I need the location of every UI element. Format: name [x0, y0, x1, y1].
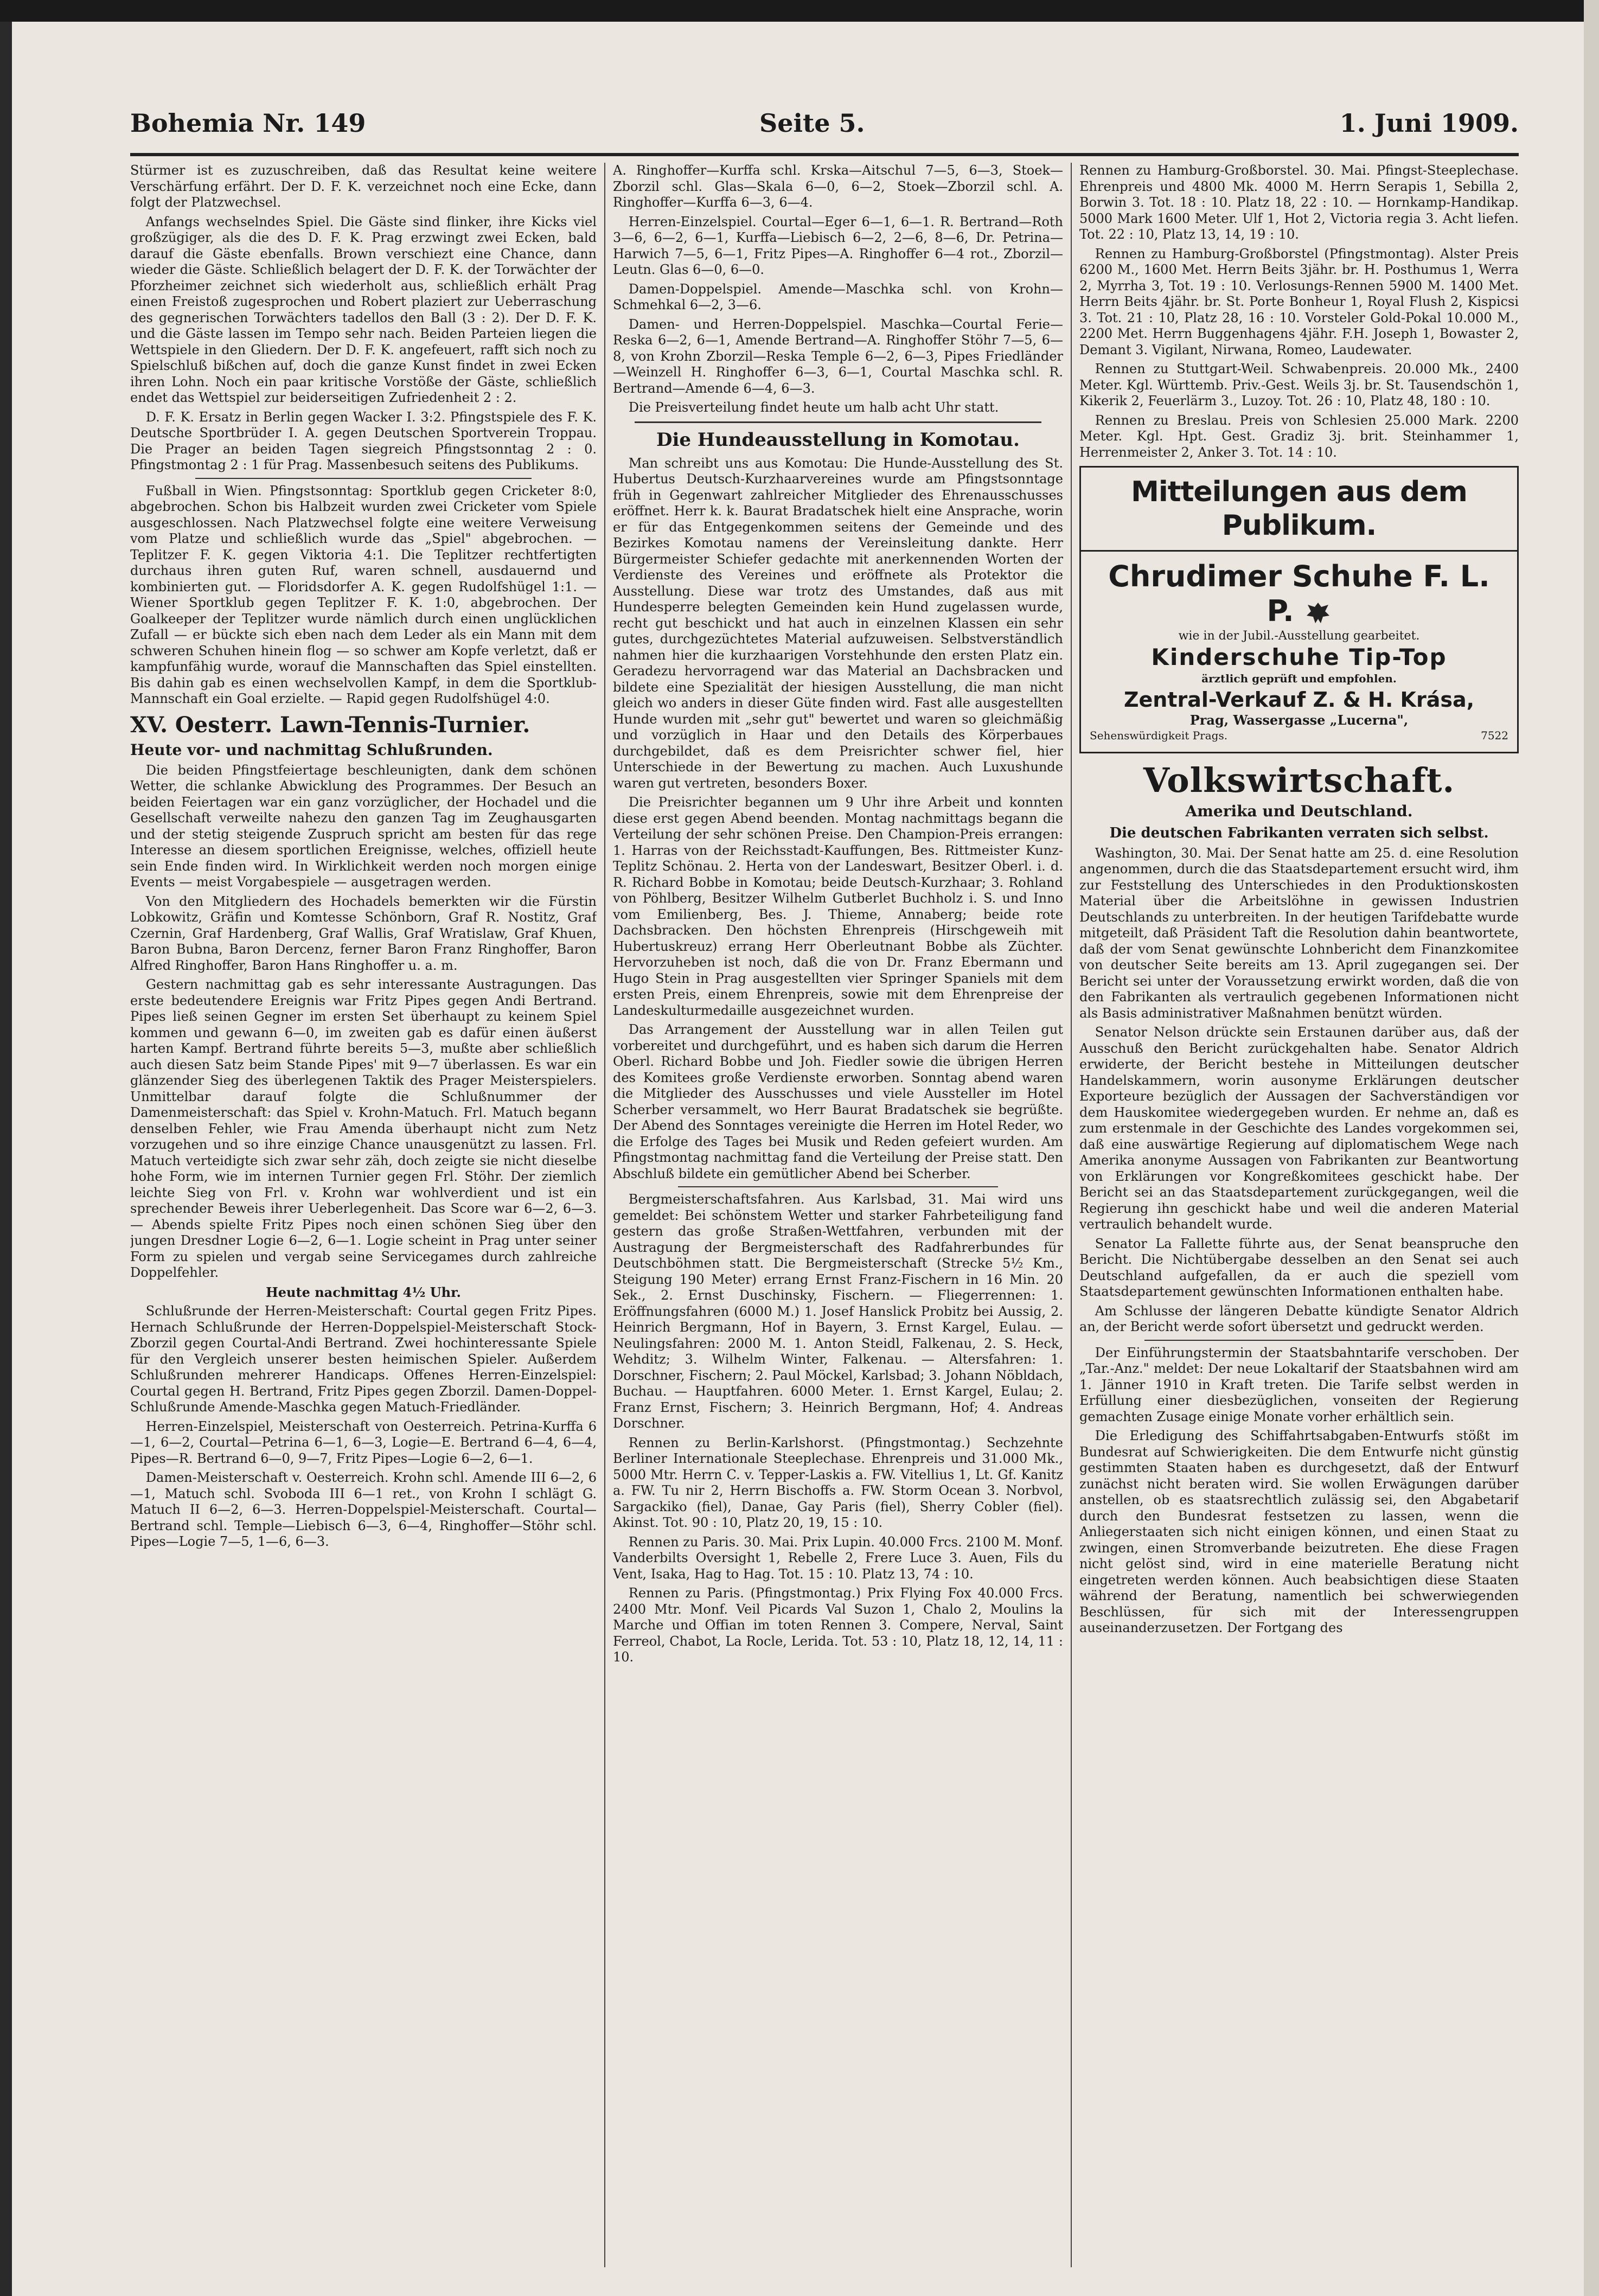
article-paragraph: Herren-Einzelspiel, Meisterschaft von Oesterreich. Petrina-Kurffa 6—1, 6—2, Courtal—Petrina 6—1, 6—3, Logie—E. Bertrand 6—4, 6—4, Pipes—R. Bertrand 6—0, 9—7, Fritz Pipes—Logie 6—2, 6—1. — [130, 1418, 597, 1466]
column-rule-2 — [1071, 163, 1072, 2267]
article-paragraph: Rennen zu Paris. (Pfingstmontag.) Prix Flying Fox 40.000 Frcs. 2400 Mtr. Monf. Veil Picards Val Suzon 1, Chalo 2, Moulins la Marche und Offian im toten Rennen 3. Compere, Nerval, Saint Ferreol, Chabot, La Rocle, Lerida. Tot. 53 : 10, Platz 18, 12, 14, 11 : 10. — [613, 1585, 1063, 1665]
article-paragraph: Fußball in Wien. Pfingstsonntag: Sportklub gegen Cricketer 8:0, abgebrochen. Schon bis Halbzeit wurden zwei Cricketer vom Spiele ausgeschlossen. Nach Platzwechsel folgte eine weitere Verweisung vom Platze und schließlich wurde das „Spiel" abgebrochen. — Teplitzer F. K. gegen Viktoria 4:1. Die Teplitzer rechtfertigten durchaus ihren guten Ruf, waren schnell, ausdauernd und kombinierten gut. — Floridsdorfer A. K. gegen Rudolfshügel 1:1. — Wiener Sportklub gegen Teplitzer F. K. 1:0, abgebrochen. Der Goalkeeper der Teplitzer wurde nämlich durch einen unglücklichen Zufall — er bückte sich eben nach dem Leder als ein Mann mit dem schweren Schuhen hinein flog — so schwer am Kopfe verletzt, daß er kampfunfähig wurde, worauf die Mannschaften das Spiel einstellten. Bis dahin gab es einen wechselvollen Kampf, in dem die Sportklub-Mannschaft ein Goal erzielte. — Rapid gegen Rudolfshügel 4:0. — [130, 483, 597, 706]
ad-endorsement: ärztlich geprüft und empfohlen. — [1201, 672, 1397, 685]
article-paragraph: Das Arrangement der Ausstellung war in allen Teilen gut vorbereitet und durchgeführt, und es haben sich darum die Herren Oberl. Richard Bobbe und Joh. Fiedler sowie die übrigen Herren des Komitees große Verdienste erworben. Sonntag abend waren die Mitglieder des Ausschusses und viele Aussteller im Hotel Scherber versammelt, wo Herr Baurat Bradatschek sie begrüßte. Der Abend des Sonntages vereinigte die Herren im Hotel Reder, wo die Erfolge des Tages bei Musik und Reden gefeiert wurden. Am Pfingstmontag nachmittag fand die Verteilung der Preise statt. Den Abschluß bildete ein gemütlicher Abend bei Scherber. — [613, 1022, 1063, 1181]
subheadline-tennis: Heute vor- und nachmittag Schlußrunden. — [130, 740, 493, 759]
headline-tennis: XV. Oesterr. Lawn-Tennis-Turnier. — [130, 712, 530, 738]
article-paragraph: Von den Mitgliedern des Hochadels bemerkten wir die Fürstin Lobkowitz, Gräfin und Komtesse Schönborn, Graf R. Nostitz, Graf Czernin, Graf Hardenberg, Graf Wallis, Graf Wratislaw, Graf Khuen, Baron Bubna, Baron Dercenz, ferner Baron Franz Ringhoffer, Baron Alfred Ringhoffer, Baron Hans Ringhoffer u. a. m. — [130, 893, 597, 973]
article-paragraph: Gestern nachmittag gab es sehr interessante Austragungen. Das erste bedeutendere Ereignis war Fritz Pipes gegen Andi Bertrand. Pipes ließ seinen Gegner im ersten Set überhaupt zu keinem Spiel kommen und gewann 6—0, im zweiten gab es dafür einen äußerst harten Kampf. Bertrand führte bereits 5—3, mußte aber schließlich auch diesen Satz beim Stande Pipes' mit 9—7 überlassen. Es war ein glänzender Sieg des überlegenen Taktik des Prager Meisterspielers. Unmittelbar darauf folgte die Schlußnummer der Damenmeisterschaft: das Spiel v. Krohn-Matuch. Frl. Matuch begann denselben Fehler, wie Frau Amenda überhaupt nicht zum Netz vorzugehen und so ihre einzige Chance unausgenützt zu lassen. Frl. Matuch verteidigte sich zwar sehr zäh, doch zeigte sie nicht dieselbe hohe Form, wie im internen Turnier gegen Frl. Stöhr. Der ziemlich leichte Sieg von Frl. v. Krohn war wohlverdient und ist ein sprechender Beweis ihrer Ueberlegenheit. Das Score war 6—2, 6—3. — Abends spielte Fritz Pipes noch einen schönen Sieg über den jungen Dresdner Logie 6—2, 6—1. Logie scheint in Prag unter seiner Form zu spielen und vergab seine Servicegames durch zahlreiche Doppelfehler. — [130, 977, 597, 1280]
article-paragraph: Herren-Einzelspiel. Courtal—Eger 6—1, 6—1. R. Bertrand—Roth 3—6, 6—2, 6—1, Kurffa—Liebisch 6—2, 2—6, 8—6, Dr. Petrina—Harwich 7—5, 6—1, Fritz Pipes—A. Ringhoffer 6—4 rot., Zborzil—Leutn. Glas 6—0, 6—0. — [613, 214, 1063, 277]
article-paragraph: Die Preisverteilung findet heute um halb acht Uhr statt. — [628, 400, 999, 415]
article-paragraph: Bergmeisterschaftsfahren. Aus Karlsbad, 31. Mai wird uns gemeldet: Bei schönstem Wetter und starker Fahrbeteiligung fand gestern das große Straßen-Wettfahren, verbunden mit der Austragung der Bergmeisterschaft des Radfahrerbundes für Deutschböhmen statt. Die Bergmeisterschaft (Strecke 5½ Km., Steigung 190 Meter) errang Ernst Franz-Fischern in 16 Min. 20 Sek., 2. Ernst Duschinsky, Fischern. — Fliegerrennen: 1. Eröffnungsfahren (6000 M.) 1. Josef Hanslick Probitz bei Aussig, 2. Heinrich Bergmann, Hof in Bayern, 3. Ernst Kargel, Eulau. — Neulingsfahren: 2000 M. 1. Anton Steidl, Falkenau, 2. S. Heck, Wehditz; 3. Wilhelm Winter, Falkenau. — Altersfahren: 1. Dorschner, Fischern; 2. Paul Möckel, Karlsbad; 3. Johann Nöbldach, Buchau. — Hauptfahren. 6000 Meter. 1. Ernst Kargel, Eulau; 2. Franz Ernst, Fischern; 3. Heinrich Bergmann, Hof; 4. Andreas Dorschner. — [613, 1192, 1063, 1431]
ad-brand: Chrudimer Schuhe F. L. P. — [1108, 559, 1490, 628]
article-paragraph: Stürmer ist es zuzuschreiben, daß das Resultat keine weitere Verschärfung erfährt. Der D. F. K. verzeichnet noch eine Ecke, dann folgt der Platzwechsel. — [130, 163, 597, 210]
column-rule-1 — [604, 163, 605, 2267]
article-paragraph: Die beiden Pfingstfeiertage beschleunigten, dank dem schönen Wetter, die schlanke Abwicklung des Programmes. Der Besuch an beiden Feiertagen war ein ganz vorzüglicher, der Hochadel und die Gesellschaft verweilte nahezu den ganzen Tag im Zeughausgarten und der stetig steigende Zuspruch spricht am besten für das rege Interesse an diesem sportlichen Ereignisse, welches, offiziell heute sein Ende finden wird. In Wirklichkeit werden noch morgen einige Events — meist Vorgabespiele — ausgetragen werden. — [130, 762, 597, 890]
article-paragraph: Rennen zu Hamburg-Großborstel (Pfingstmontag). Alster Preis 6200 M., 1600 Met. Herrn Beits 3jähr. br. H. Posthumus 1, Werra 2, Myrrha 3, Tot. 19 : 10. Verlosungs-Rennen 5900 M. 1400 Met. Herrn Beits 4jähr. br. St. Porte Bonheur 1, Royal Flush 2, Kispicsi 3. Tot. 21 : 10, Platz 28, 16 : 10. Vorsteler Gold-Pokal 10.000 M., 2200 Met. Herrn Buggenhagens 4jähr. F.H. Joseph 1, Bowaster 2, Demant 3. Vigilant, Nirwana, Romeo, Laudewater. — [1079, 246, 1519, 357]
headline-dog-show: Die Hundeausstellung in Komotau. — [656, 428, 1020, 451]
article-paragraph: Am Schlusse der längeren Debatte kündigte Senator Aldrich an, der Bericht werde sofort übersetzt und gedruckt werden. — [1079, 1303, 1519, 1334]
separator — [635, 421, 1041, 423]
article-paragraph: Damen-Doppelspiel. Amende—Maschka schl. von Krohn—Schmehkal 6—2, 3—6. — [613, 281, 1063, 312]
column-2 — [613, 163, 1063, 2267]
separator — [195, 478, 532, 479]
scan-edge-left — [0, 22, 12, 2296]
article-paragraph: Senator Nelson drückte sein Erstaunen darüber aus, daß der Ausschuß den Bericht zurückgehalten habe. Senator Aldrich erwiderte, der Bericht bestehe in Mitteilungen deutscher Handelskammern, worin ausonyme Erklärungen deutscher Exporteure bezüglich der Aussagen der Sachverständigen vor dem Hauskomitee wiedergegeben wurden. Er nehme an, daß es zum erstenmale in der Geschichte des Landes vorgekommen sei, daß eine auswärtige Regierung auf diplomatischem Wege nach Amerika anonyme Aussagen von Fabrikanten zur Beantwortung von Erklärungen vor Kongreßkomitees geschickt habe. Der Bericht sei an das Staatsdepartement zurückgegangen, weil die Regierung ihn geschickt habe und weil die anderen Material vertraulich behandelt wurde. — [1079, 1025, 1519, 1232]
scan-edge-right — [1584, 0, 1599, 2296]
article-paragraph: Damen-Meisterschaft v. Oesterreich. Krohn schl. Amende III 6—2, 6—1, Matuch schl. Svoboda III 6—1 ret., von Krohn I schlägt G. Matuch II 6—2, 6—3. Herren-Doppelspiel-Meisterschaft. Courtal—Bertrand schl. Temple—Liebisch 6—3, 6—4, Ringhoffer—Stöhr schl. Pipes—Logie 7—5, 1—6, 6—3. — [130, 1470, 597, 1549]
advertisement-box — [1079, 466, 1519, 552]
column-1 — [130, 163, 597, 2267]
article-paragraph: Schlußrunde der Herren-Meisterschaft: Courtal gegen Fritz Pipes. Hernach Schlußrunde der Herren-Doppelspiel-Meisterschaft Stock-Zborzil gegen Courtal-Andi Bertrand. Zwei hochinteressante Spiele für den Vergleich unserer besten heimischen Spieler. Außerdem Schlußrunden mehrerer Handicaps. Offenes Herren-Einzelspiel: Courtal gegen H. Bertrand, Fritz Pipes gegen Zborzil. Damen-Doppel-Schlußrunde Amende-Maschka gegen Matuch-Friedländer. — [130, 1303, 597, 1415]
article-paragraph: Heute nachmittag 4½ Uhr. — [266, 1284, 461, 1300]
article-paragraph: Anfangs wechselndes Spiel. Die Gäste sind flinker, ihre Kicks viel großzügiger, als die des D. F. K. Prag erzwingt zwei Ecken, bald darauf die Gäste ebenfalls. Brown verschiezt eine Chance, dann wieder die Gäste. Schließlich belagert der D. F. K. der Torwächter der Pforzheimer zeichnet sich wiederholt aus, schließlich erhält Prag einen Freistoß zugesprochen und Robert plaziert zur Ueberraschung des gegnerischen Torwächters tadellos den Ball (3 : 2). Der D. F. K. und die Gäste lassen im Tempo sehr nach. Beiden Parteien liegen die Wettspiele in den Gliedern. Der D. F. K. angefeuert, rafft sich noch zu Spielschluß bißchen auf, doch die ganze Kunst findet in zwei Ecken ihren Lohn. Noch ein paar kritische Vorstöße der Gäste, schließlich endet das Wettspiel zur beiderseitigen Zufriedenheit 2 : 2. — [130, 214, 597, 405]
article-paragraph: Rennen zu Breslau. Preis von Schlesien 25.000 Mark. 2200 Meter. Kgl. Hpt. Gest. Gradiz 3j. brit. Steinhammer 1, Herrenmeister 2, Anker 3. Tot. 14 : 10. — [1079, 412, 1519, 460]
article-paragraph: Rennen zu Berlin-Karlshorst. (Pfingstmontag.) Sechzehnte Berliner Internationale Steeplechase. Ehrenpreis und 31.000 Mk., 5000 Mtr. Herrn C. v. Tepper-Laskis a. FW. Vitellius 1, Lt. Gf. Kanitz a. FW. Tu nir 2, Herrn Bischoffs a. FW. Storm Ocean 3. Norbvol, Sargackiko (fiel), Danae, Gay Paris (fiel), Sherry Cobler (fiel). Akinst. Tot. 90 : 10, Platz 20, 19, 15 : 10. — [613, 1435, 1063, 1530]
article-paragraph: Washington, 30. Mai. Der Senat hatte am 25. d. eine Resolution angenommen, durch die das Staatsdepartement ersucht wird, ihm zur Feststellung des Unterschiedes in den Produktionskosten Material über die Arbeitslöhne in gewissen Industrien Deutschlands zu unterbreiten. In der heutigen Tarifdebatte wurde mitgeteilt, daß Präsident Taft die Resolution dahin beantwortete, daß der vom Senat gewünschte Lohnbericht dem Finanzkomitee von deutscher Seite bereits am 13. April zugegangen sei. Der Bericht sei unter der Voraussetzung erwirkt worden, daß die von den Fabrikanten als vertraulich gegebenen Informationen nicht als Basis administrativer Maßnahmen benützt würden. — [1079, 845, 1519, 1021]
article-paragraph: Die Erledigung des Schiffahrtsabgaben-Entwurfs stößt im Bundesrat auf Schwierigkeiten. Die dem Entwurfe nicht günstig gestimmten Staaten haben es durchgesetzt, daß der Entwurf zunächst nicht beraten wird. Sie wollen Erwägungen darüber anstellen, ob es staatsrechtlich zulässig sei, den Abgabetarif durch den Bundesrat festsetzen zu lassen, wenn die Anliegerstaaten sich nicht einigen können, und einen Staat zu zwingen, einen Stromverbande beizutreten. Ehe diese Fragen nicht gelöst sind, wird in eine materielle Beratung nicht eingetreten werden können. Auch beabsichtigen diese Staaten während der Beratung, namentlich bei schwerwiegenden Beschlüssen, für sich mit der Interessengruppen auseinanderzusetzen. Der Fortgang des — [1079, 1428, 1519, 1635]
ad-section-header: Mitteilungen aus dem Publikum. — [1131, 476, 1467, 542]
header-rule — [130, 153, 1519, 156]
eagle-crest-icon — [1304, 599, 1332, 626]
ad-product: Kinderschuhe Tip-Top — [1151, 644, 1447, 670]
header-page-number: Seite 5. — [759, 108, 865, 138]
separator — [1144, 1340, 1454, 1341]
article-paragraph: Die Preisrichter begannen um 9 Uhr ihre Arbeit und konnten diese erst gegen Abend beenden. Montag nachmittags begann die Verteilung der sehr schönen Preise. Den Champion-Preis errangen: 1. Harras von der Reichsstadt-Kauffungen, Bes. Rittmeister Kunz-Teplitz Schönau. 2. Herta von der Landeswart, Besitzer Oberl. i. d. R. Richard Bobbe in Komotau; beide Deutsch-Kurzhaar; 3. Rohland von Pöhlberg, Besitzer Wilhelm Gutberlet Buchholz i. S. und Inno vom Emilienberg, Bes. J. Thieme, Annaberg; beide rote Dachsbracken. Den höchsten Ehrenpreis (Hirschgeweih mit Hubertuskreuz) errang Herr Oberleutnant Bobbe als Züchter. Hervorzuheben ist noch, daß die von Dr. Franz Ebermann und Hugo Stein in Prag ausgestellten vier Springer Spaniels mit dem ersten Preis, einem Ehrenpreis, sowie mit dem Ehrenpreise der Landeskulturmedaille ausgezeichnet wurden. — [613, 795, 1063, 1018]
ad-footer — [1090, 728, 1508, 744]
separator — [678, 1186, 998, 1187]
ad-sub: Sehenswürdigkeit Prags. — [1090, 729, 1228, 742]
article-paragraph: Rennen zu Paris. 30. Mai. Prix Lupin. 40.000 Frcs. 2100 M. Monf. Vanderbilts Oversight 1, Rebelle 2, Frere Luce 3. Auen, Fils du Vent, Isaka, Hag to Hag. Tot. 15 : 10. Platz 13, 74 : 10. — [613, 1534, 1063, 1582]
column-3 — [1079, 163, 1519, 2267]
shoe-advertisement — [1079, 552, 1519, 753]
article-paragraph: Rennen zu Stuttgart-Weil. Schwabenpreis. 20.000 Mk., 2400 Meter. Kgl. Württemb. Priv.-Gest. Weils 3j. br. St. Tausendschön 1, Kikerik 2, Feuerlärm 3., Luzoy. Tot. 26 : 10, Platz 48, 180 : 10. — [1079, 361, 1519, 408]
page-header — [130, 108, 1519, 146]
article-paragraph: D. F. K. Ersatz in Berlin gegen Wacker I. 3:2. Pfingstspiele des F. K. Deutsche Sportbrüder I. A. gegen Deutschen Sportverein Troppau. Die Prager an beiden Tagen siegreich Pfingstsonntag 2 : 0. Pfingstmontag 2 : 1 für Prag. Massenbesuch seitens des Publikums. — [130, 409, 597, 472]
section-title-economy: Volkswirtschaft. — [1143, 760, 1455, 800]
article-paragraph: Man schreibt uns aus Komotau: Die Hunde-Ausstellung des St. Hubertus Deutsch-Kurzhaarvereines wurde am Pfingstsonntage früh in Gegenwart zahlreicher Mitglieder des Ehrenausschusses eröffnet. Herr k. k. Baurat Bradatschek hielt eine Ansprache, worin er für das Entgegenkommen seitens der Gemeinde und des Bezirkes Komotau namens der Vereinsleitung dankte. Herr Bürgermeister Schiefer gedachte mit anerkennenden Worten der Verdienste des Vereines und eröffnete als Protektor die Ausstellung. Diese war trotz des Umstandes, daß aus mit Hundesperre belegten Gemeinden kein Hund zugelassen wurde, recht gut beschickt und hat auch in einzelnen Klassen ein sehr gutes, durchgezüchtetes Material aufzuweisen. Selbstverständlich nahmen hier die kurzhaarigen Vorstehhunde den ersten Platz ein. Geradezu hervorragend war das Material an Dachsbracken und bildete eine Spezialität der hiesigen Ausstellung, die man nicht gleich wo anders in dieser Güte finden wird. Fast alle ausgestellten Hunde wurden mit „sehr gut" bewertet und waren so gleichmäßig und vorzüglich in Haar und den Details des Körperbaues durchgebildet, daß es dem Preisrichter schwer fiel, hier Unterschiede in der Bewertung zu machen. Auch Luxushunde waren gut vertreten, besonders Boxer. — [613, 455, 1063, 791]
article-paragraph: Der Einführungstermin der Staatsbahntarife verschoben. Der „Tar.-Anz." meldet: Der neue Lokaltarif der Staatsbahnen wird am 1. Jänner 1910 in Kraft treten. Die Tarife selbst werden in Erfüllung einer diesbezüglichen, vonseiten der Regierung gemachten Zusage einige Monate vorher erhältlich sein. — [1079, 1345, 1519, 1424]
ad-dealer: Zentral-Verkauf Z. & H. Krása, — [1123, 687, 1475, 712]
subheadline-manufacturers: Die deutschen Fabrikanten verraten sich selbst. — [1109, 824, 1489, 841]
article-paragraph: A. Ringhoffer—Kurffa schl. Krska—Aitschul 7—5, 6—3, Stoek—Zborzil schl. Glas—Skala 6—0, 6—2, Stoek—Zborzil schl. A. Ringhoffer—Kurffa 6—3, 6—4. — [613, 163, 1063, 210]
subheadline-america: Amerika und Deutschland. — [1185, 802, 1413, 820]
article-paragraph: Senator La Fallette führte aus, der Senat beanspruche den Bericht. Die Nichtübergabe desselben an den Senat sei auch Deutschland aufgefallen, da er auch die speziell vom Staatsdepartement gewünschten Informationen enthalten habe. — [1079, 1236, 1519, 1299]
article-paragraph: Damen- und Herren-Doppelspiel. Maschka—Courtal Ferie—Reska 6—2, 6—1, Amende Bertrand—A. Ringhoffer Stöhr 7—5, 6—8, von Krohn Zborzil—Reska Temple 6—2, 6—3, Pipes Friedländer—Weinzell H. Ringhoffer 6—3, 6—1, Courtal Maschka schl. R. Bertrand—Amende 6—4, 6—3. — [613, 316, 1063, 396]
header-paper-name: Bohemia Nr. 149 — [130, 108, 366, 138]
ad-note: wie in der Jubil.-Ausstellung gearbeitet. — [1178, 629, 1420, 643]
article-paragraph: Rennen zu Hamburg-Großborstel. 30. Mai. Pfingst-Steeplechase. Ehrenpreis und 4800 Mk. 4000 M. Herrn Serapis 1, Sebilla 2, Borwin 3. Tot. 18 : 10. Platz 18, 22 : 10. — Hornkamp-Handikap. 5000 Mark 1600 Meter. Ulf 1, Hot 2, Victoria regia 3. Acht liefen. Tot. 22 : 10, Platz 13, 14, 19 : 10. — [1079, 163, 1519, 242]
header-date: 1. Juni 1909. — [1339, 108, 1519, 138]
ad-code: 7522 — [1481, 729, 1508, 742]
ad-address: Prag, Wassergasse „Lucerna", — [1189, 712, 1409, 728]
scan-edge-top — [0, 0, 1599, 22]
